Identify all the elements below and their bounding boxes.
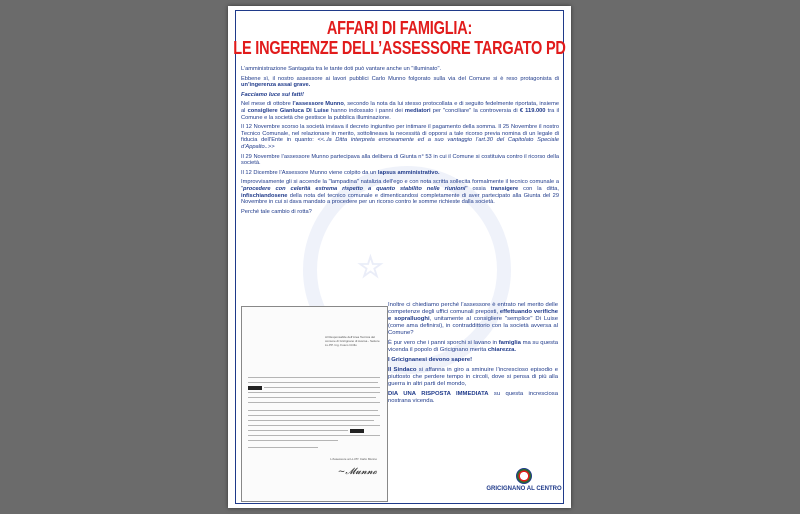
redaction-mark: [350, 429, 364, 433]
letter-line: [248, 397, 376, 398]
paragraph-6: Il 29 Novembre l’assessore Munno partecipava alla delibera di Giunta n° 53 in cui il Comune si costituiva contro il ricorso della società.: [241, 153, 559, 167]
letter-line: [248, 410, 378, 411]
letter-signature-label: L’Assessore ai LL.PP. Carlo Munno: [330, 457, 377, 461]
handwritten-signature: ~𝓜𝓾𝓷𝓷𝓸: [337, 467, 377, 477]
letter-line: [248, 377, 380, 378]
article-body: [241, 66, 559, 218]
paragraph-intro: L’amministrazione Santagata tra le tante doti può vantare anche un "illuminato".: [241, 66, 442, 72]
party-watermark: ☆: [303, 166, 511, 374]
letter-header: Al Responsabile dell’Area Tecnica del comune di Gricignano di Aversa - Settore LL.PP. Ing. Fusco Cirillo: [325, 335, 380, 347]
right-column: [388, 302, 558, 408]
scanned-letter: [241, 306, 388, 502]
paragraph-5: Il 12 Novembre scorso la società inviava il decreto ingiuntivo per intimare il pagamento della somma. Il 25 Novembre il nostro Tecnico Comunale, nel relazionare in merito, sottolineava la necessità di opporsi a tale ricorso previa nomina di un legale di fiducia dell’Ente in quanto: <<..la Ditta interpreta erroneamente ed a suo vantaggio l’art.30 del Capitolato Speciale d’Appalto..>>: [241, 124, 559, 150]
letter-line: [248, 402, 380, 403]
letter-line: [264, 387, 380, 388]
paragraph-2: Ebbene sì, il nostro assessore ai lavori pubblici Carlo Munno folgorato sulla via del Comune si è reso protagonista di un’ingerenza assai grave.: [241, 75, 559, 89]
paragraph-4: Nel mese di ottobre l’assessore Munno, secondo la nota da lui stesso protocollata e di seguito fedelmente riportata, insieme al consigliere Gianluca Di Luise hanno indossato i panni dei mediatori per "conciliare" la controversia di € 119.000 tra il Comune e la società che gestisce la pubblica illuminazione.: [241, 101, 559, 121]
right-paragraph-5: DIA UNA RISPOSTA IMMEDIATA su questa incresciosa nostrana vicenda.: [388, 391, 558, 404]
paragraph-9: Perché tale cambio di rotta?: [241, 208, 312, 215]
letter-line: [248, 435, 380, 436]
paragraph-8: Improvvisamente gli si accende la "lampadina" natalizia dell’ego e con nota scritta sollecita formalmente il tecnico comunale a "procedere con celerità estrema rispetto a quanto stabilito nelle riunioni" ossia transigere con la ditta, infischiandosene della nota del tecnico comunale e dimenticandosi completamente di aver partecipato alla Giunta del 29 Novembre in cui si dava mandato a procedere per un ricorso contro le somme richieste dalla società.: [241, 179, 559, 206]
headline-line-1: AFFARI DI FAMIGLIA:: [326, 19, 473, 39]
flyer-page: [228, 6, 571, 508]
paragraph-3: Facciamo luce sui fatti!: [241, 91, 304, 98]
letter-line: [248, 425, 380, 426]
letter-line: [248, 440, 338, 441]
right-paragraph-1: Inoltre ci chiediamo perché l’assessore è entrato nel merito delle competenze degli uffici comunali preposti, effettuando verifiche e sopralluoghi, unitamente al consigliere "semplice" Di Luise (come ama definirsi), in contraddittorio con la società avversa al Comune?: [388, 302, 558, 336]
headline-line-2: LE INGERENZE DELL’ASSESSORE TARGATO PD: [233, 39, 566, 59]
party-logo-icon: [516, 468, 532, 484]
right-paragraph-3: I Gricignanesi devono sapere!: [388, 357, 473, 363]
letter-line: [248, 382, 378, 383]
letter-line: [248, 430, 348, 431]
letter-line: [248, 420, 374, 421]
right-paragraph-2: È pur vero che i panni sporchi si lavano in famiglia ma su questa vicenda il popolo di Gricignano merita chiarezza.: [388, 340, 558, 353]
paragraph-7: Il 12 Dicembre l’Assessore Munno viene colpito da un lapsus amministrativo.: [241, 169, 440, 176]
letter-line: [248, 447, 318, 448]
letter-line: [248, 415, 380, 416]
redaction-mark: [248, 386, 262, 390]
footer-signature: GRICIGNANO AL CENTRO: [486, 486, 562, 492]
letter-line: [248, 392, 380, 393]
right-paragraph-4: Il Sindaco si affanna in giro a sminuire l’increscioso episodio e piuttosto che perdere tempo in circoli, dove si pensa di più alla guerra in altri parti del mondo,: [388, 367, 558, 387]
